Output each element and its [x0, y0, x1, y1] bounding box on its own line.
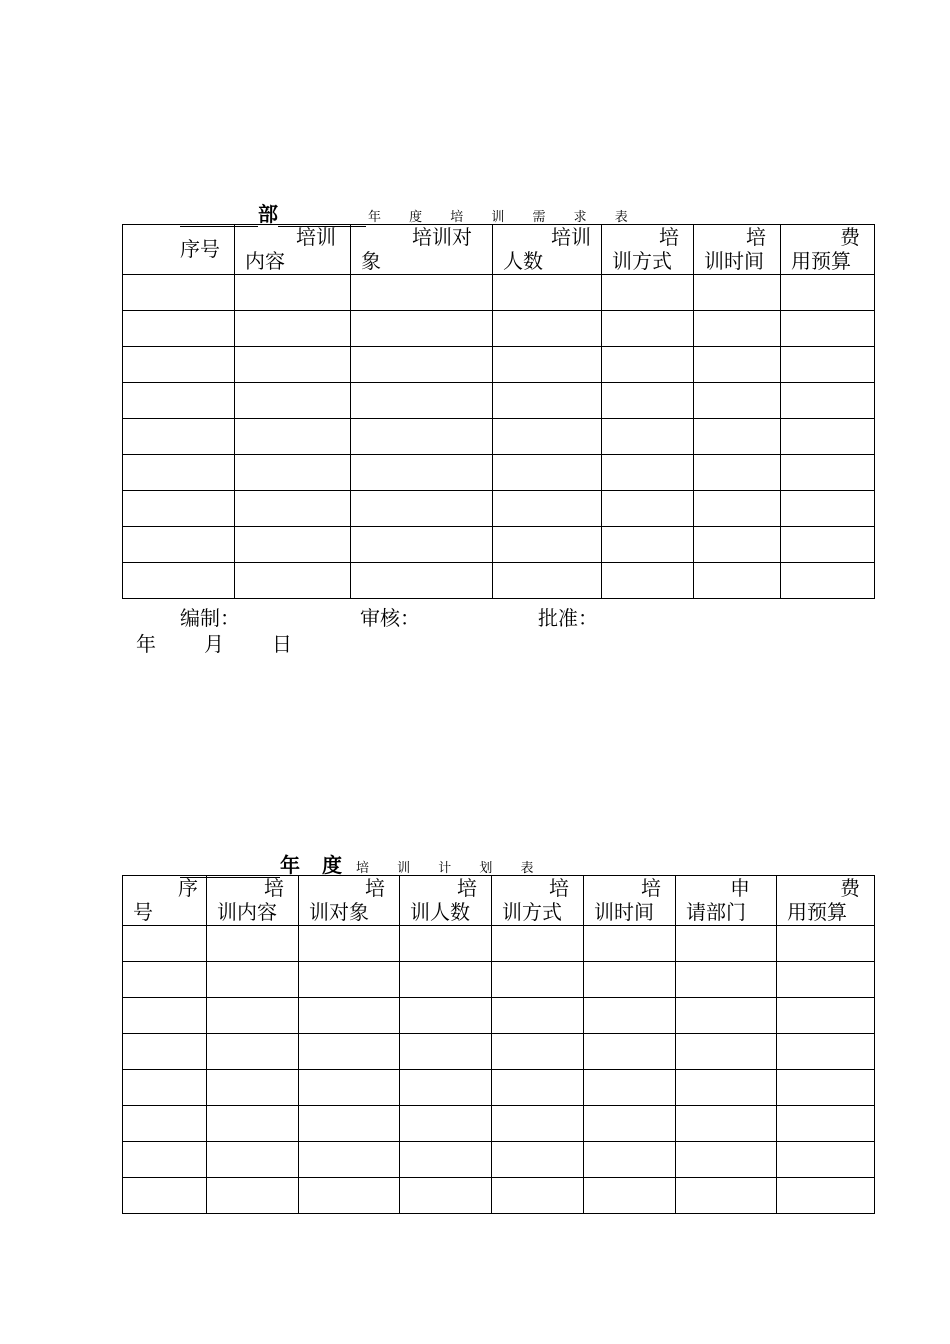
- table-cell[interactable]: [123, 419, 235, 455]
- table-cell[interactable]: [235, 563, 351, 599]
- table-cell[interactable]: [351, 275, 493, 311]
- table-cell[interactable]: [781, 311, 875, 347]
- training-needs-table: [122, 224, 875, 599]
- table-cell[interactable]: [235, 419, 351, 455]
- table-cell[interactable]: [602, 563, 694, 599]
- table-cell[interactable]: [123, 1106, 207, 1142]
- table-cell[interactable]: [777, 998, 875, 1034]
- training-plan-table: [122, 875, 875, 1214]
- table-row: [123, 491, 875, 527]
- table-cell[interactable]: [694, 527, 781, 563]
- table-cell[interactable]: [493, 563, 602, 599]
- table-cell[interactable]: [777, 926, 875, 962]
- header-cell: 培 训时间: [694, 225, 781, 275]
- table-cell[interactable]: [235, 491, 351, 527]
- table-cell[interactable]: [777, 962, 875, 998]
- table1-title: [180, 198, 640, 227]
- table-cell[interactable]: [400, 962, 492, 998]
- table-cell[interactable]: [123, 1142, 207, 1178]
- table-cell[interactable]: [123, 311, 235, 347]
- table-cell[interactable]: [694, 563, 781, 599]
- table-cell[interactable]: [123, 1070, 207, 1106]
- header-cell: 培训 人数: [493, 225, 602, 275]
- table-cell[interactable]: [400, 1142, 492, 1178]
- table-cell[interactable]: [781, 419, 875, 455]
- table-cell[interactable]: [400, 1034, 492, 1070]
- table-cell[interactable]: [492, 1178, 584, 1214]
- table-cell[interactable]: [123, 926, 207, 962]
- table-cell[interactable]: [123, 491, 235, 527]
- table-row: [123, 962, 875, 998]
- table-cell[interactable]: [351, 347, 493, 383]
- signature-compile: 编制：: [180, 606, 240, 630]
- table-row: [123, 275, 875, 311]
- header-cell: 培训对 象: [351, 225, 493, 275]
- header-cell: 培 训方式: [602, 225, 694, 275]
- table-cell[interactable]: [351, 455, 493, 491]
- title-year: 年: [280, 853, 300, 877]
- table-row: [123, 527, 875, 563]
- header-cell: 培 训内容: [207, 876, 299, 926]
- table-cell[interactable]: [493, 347, 602, 383]
- table-cell[interactable]: [400, 1070, 492, 1106]
- table-cell[interactable]: [235, 311, 351, 347]
- table-cell[interactable]: [492, 1142, 584, 1178]
- table-cell[interactable]: [235, 383, 351, 419]
- table-cell[interactable]: [492, 1034, 584, 1070]
- header-cell: 培训 内容: [235, 225, 351, 275]
- table-cell[interactable]: [492, 926, 584, 962]
- title-du: 度: [322, 853, 342, 877]
- table-cell[interactable]: [584, 1106, 676, 1142]
- table-cell[interactable]: [123, 275, 235, 311]
- table-cell[interactable]: [781, 527, 875, 563]
- table-cell[interactable]: [299, 962, 400, 998]
- table-cell[interactable]: [676, 1034, 777, 1070]
- table-cell[interactable]: [351, 311, 493, 347]
- header-cell: 费 用预算: [777, 876, 875, 926]
- table-cell[interactable]: [492, 962, 584, 998]
- table2-title: [180, 849, 546, 878]
- table-cell[interactable]: [299, 1034, 400, 1070]
- table-cell[interactable]: [493, 383, 602, 419]
- table-cell[interactable]: [351, 491, 493, 527]
- dept-suffix: 部: [258, 202, 278, 226]
- table-cell[interactable]: [676, 926, 777, 962]
- table-row: [123, 419, 875, 455]
- table-cell[interactable]: [777, 1142, 875, 1178]
- table-cell[interactable]: [400, 998, 492, 1034]
- table-cell[interactable]: [207, 998, 299, 1034]
- table-cell[interactable]: [584, 998, 676, 1034]
- table2-header-row: [123, 876, 875, 926]
- table-cell[interactable]: [493, 419, 602, 455]
- table-cell[interactable]: [123, 998, 207, 1034]
- table-cell[interactable]: [492, 1106, 584, 1142]
- header-cell: 培 训对象: [299, 876, 400, 926]
- table-cell[interactable]: [584, 962, 676, 998]
- table-cell[interactable]: [777, 1106, 875, 1142]
- table-cell[interactable]: [777, 1178, 875, 1214]
- header-cell: 培 训时间: [584, 876, 676, 926]
- table-cell[interactable]: [299, 998, 400, 1034]
- table-cell[interactable]: [400, 1106, 492, 1142]
- table-cell[interactable]: [584, 926, 676, 962]
- table-cell[interactable]: [207, 1070, 299, 1106]
- table-cell[interactable]: [493, 455, 602, 491]
- table-cell[interactable]: [602, 455, 694, 491]
- table-cell[interactable]: [299, 1070, 400, 1106]
- table-cell[interactable]: [492, 998, 584, 1034]
- table-row: [123, 1178, 875, 1214]
- table-cell[interactable]: [123, 962, 207, 998]
- table-row: [123, 455, 875, 491]
- table-cell[interactable]: [351, 563, 493, 599]
- date-month: 月: [204, 632, 224, 656]
- table-cell[interactable]: [493, 491, 602, 527]
- table-cell[interactable]: [299, 926, 400, 962]
- table-cell[interactable]: [602, 275, 694, 311]
- table-cell[interactable]: [602, 491, 694, 527]
- table-cell[interactable]: [694, 275, 781, 311]
- table-cell[interactable]: [602, 527, 694, 563]
- table-cell[interactable]: [123, 527, 235, 563]
- table-cell[interactable]: [207, 1034, 299, 1070]
- table1-title-text: 年 度 培 训 需 求 表: [368, 210, 640, 225]
- table-cell[interactable]: [207, 962, 299, 998]
- table-row: [123, 347, 875, 383]
- table-cell[interactable]: [781, 563, 875, 599]
- table-cell[interactable]: [694, 383, 781, 419]
- header-cell: 申 请部门: [676, 876, 777, 926]
- table-cell[interactable]: [493, 275, 602, 311]
- table-row: [123, 311, 875, 347]
- table-cell[interactable]: [299, 1106, 400, 1142]
- table-cell[interactable]: [207, 1142, 299, 1178]
- table-cell[interactable]: [676, 1178, 777, 1214]
- table1-header-row: [123, 225, 875, 275]
- header-cell: 培 训人数: [400, 876, 492, 926]
- table-cell[interactable]: [235, 275, 351, 311]
- header-cell: 序 号: [123, 876, 207, 926]
- table-cell[interactable]: [400, 926, 492, 962]
- table-cell[interactable]: [207, 926, 299, 962]
- table-cell[interactable]: [694, 455, 781, 491]
- table-cell[interactable]: [351, 383, 493, 419]
- table-cell[interactable]: [299, 1142, 400, 1178]
- table-cell[interactable]: [781, 455, 875, 491]
- table-cell[interactable]: [676, 1070, 777, 1106]
- table-cell[interactable]: [781, 383, 875, 419]
- date-day: 日: [272, 632, 292, 656]
- table-cell[interactable]: [584, 1070, 676, 1106]
- table-cell[interactable]: [676, 1106, 777, 1142]
- table-cell[interactable]: [694, 419, 781, 455]
- table-cell[interactable]: [694, 491, 781, 527]
- table-cell[interactable]: [777, 1034, 875, 1070]
- header-cell: 费 用预算: [781, 225, 875, 275]
- table-cell[interactable]: [400, 1178, 492, 1214]
- table-row: [123, 563, 875, 599]
- table-cell[interactable]: [123, 1178, 207, 1214]
- table-cell[interactable]: [694, 347, 781, 383]
- table-cell[interactable]: [123, 455, 235, 491]
- table-cell[interactable]: [123, 563, 235, 599]
- table-cell[interactable]: [584, 1034, 676, 1070]
- table-cell[interactable]: [781, 275, 875, 311]
- table-cell[interactable]: [235, 455, 351, 491]
- table-row: [123, 1142, 875, 1178]
- header-cell: 培 训方式: [492, 876, 584, 926]
- table-cell[interactable]: [676, 962, 777, 998]
- table-cell[interactable]: [777, 1070, 875, 1106]
- table-row: [123, 383, 875, 419]
- table-cell[interactable]: [351, 419, 493, 455]
- table-cell[interactable]: [235, 347, 351, 383]
- table-cell[interactable]: [123, 347, 235, 383]
- table-cell[interactable]: [299, 1178, 400, 1214]
- signature-review: 审核：: [360, 606, 420, 630]
- table-cell[interactable]: [602, 347, 694, 383]
- table-cell[interactable]: [584, 1178, 676, 1214]
- header-cell: 序号: [123, 225, 235, 275]
- table-row: [123, 998, 875, 1034]
- table-cell[interactable]: [602, 419, 694, 455]
- table-cell[interactable]: [676, 998, 777, 1034]
- table-cell[interactable]: [235, 527, 351, 563]
- table-row: [123, 1070, 875, 1106]
- table-cell[interactable]: [694, 311, 781, 347]
- table-cell[interactable]: [584, 1142, 676, 1178]
- table-cell[interactable]: [123, 1034, 207, 1070]
- table-cell[interactable]: [493, 311, 602, 347]
- table2-title-text: 培 训 计 划 表: [356, 861, 546, 876]
- table-cell[interactable]: [781, 491, 875, 527]
- table-cell[interactable]: [492, 1070, 584, 1106]
- table-cell[interactable]: [602, 311, 694, 347]
- table-row: [123, 1106, 875, 1142]
- table-cell[interactable]: [602, 383, 694, 419]
- table-row: [123, 926, 875, 962]
- table-row: [123, 1034, 875, 1070]
- table-cell[interactable]: [351, 527, 493, 563]
- table-cell[interactable]: [207, 1106, 299, 1142]
- table-cell[interactable]: [207, 1178, 299, 1214]
- signature-approve: 批准：: [538, 606, 598, 630]
- table-cell[interactable]: [676, 1142, 777, 1178]
- table-cell[interactable]: [781, 347, 875, 383]
- table-cell[interactable]: [123, 383, 235, 419]
- table-cell[interactable]: [493, 527, 602, 563]
- date-year: 年: [136, 632, 156, 656]
